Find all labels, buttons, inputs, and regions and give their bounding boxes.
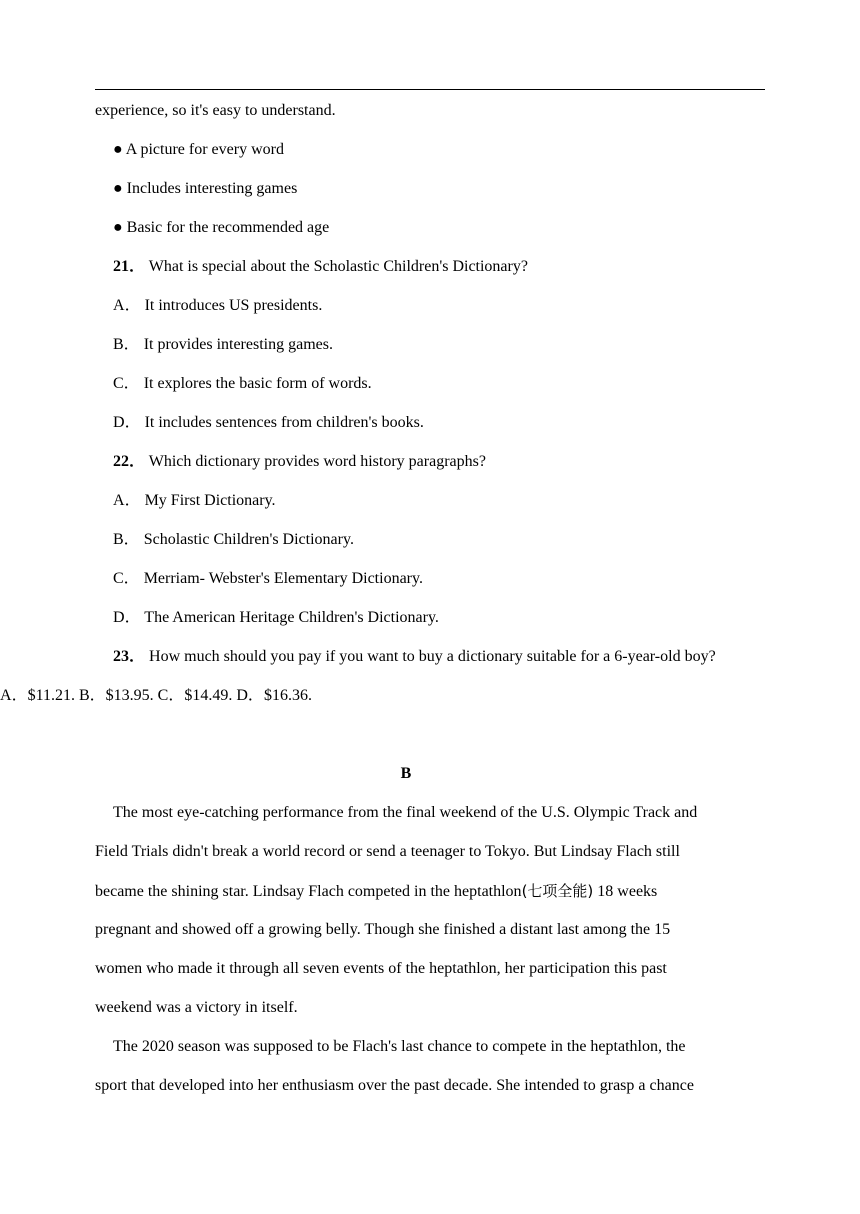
option-row	[0, 686, 860, 706]
header-rule	[95, 89, 765, 90]
option-text: $16.36.	[263, 687, 312, 704]
option-item[interactable]	[113, 608, 439, 628]
section-title: B	[400, 765, 412, 782]
option-punct: ．	[89, 687, 106, 704]
option-punct: ．	[123, 336, 140, 353]
question-text: Which dictionary provides word history paragraphs?	[148, 453, 486, 470]
question-text: How much should you pay if you want to buy a dictionary suitable for a 6-year-old boy?	[149, 648, 716, 665]
option-text: Merriam- Webster's Elementary Dictionary.	[143, 570, 423, 587]
option-letter: C	[113, 570, 124, 587]
option-item[interactable]	[113, 413, 424, 433]
question-21	[113, 257, 528, 277]
option-punct: ．	[124, 297, 141, 314]
paragraph-line: The 2020 season was supposed to be Flach's last chance to compete in the heptathlon, the	[113, 1038, 686, 1055]
option-text: $11.21.	[27, 687, 75, 704]
option-text: It includes sentences from children's books.	[144, 414, 424, 431]
option-text: My First Dictionary.	[144, 492, 276, 509]
option-item[interactable]	[113, 374, 372, 394]
option-punct: ．	[124, 492, 141, 509]
paragraph-line: pregnant and showed off a growing belly. Though she finished a distant last among the 15	[95, 921, 671, 938]
question-punct: ．	[129, 648, 146, 665]
option-letter: D	[113, 609, 125, 626]
option-text: The American Heritage Children's Dictionary.	[144, 609, 439, 626]
paragraph-line: The most eye-catching performance from the final weekend of the U.S. Olympic Track and	[113, 804, 698, 821]
option-item[interactable]	[113, 335, 333, 355]
option-item[interactable]	[236, 687, 312, 704]
option-item[interactable]	[113, 296, 322, 316]
paragraph-line: women who made it through all seven events of the heptathlon, her participation this past	[95, 960, 667, 977]
option-letter: C	[113, 375, 124, 392]
option-item[interactable]	[113, 491, 276, 511]
paragraph-line: sport that developed into her enthusiasm over the past decade. She intended to grasp a chance	[95, 1077, 694, 1094]
option-item[interactable]	[158, 687, 237, 704]
question-22	[113, 452, 486, 472]
option-text: It introduces US presidents.	[144, 297, 323, 314]
gloss-text: (七项全能)	[521, 882, 594, 900]
option-punct: ．	[123, 531, 140, 548]
bullet-item	[113, 140, 284, 160]
bullet-item	[113, 218, 329, 238]
option-punct: ．	[168, 687, 185, 704]
bullet-icon: ●	[113, 141, 123, 158]
bullet-item	[113, 179, 297, 199]
paragraph-text: 18 weeks	[593, 883, 658, 900]
option-letter: D	[236, 687, 248, 704]
option-punct: ．	[247, 687, 264, 704]
bullet-text: Includes interesting games	[126, 180, 298, 197]
question-number: 23	[113, 648, 129, 665]
option-text: $14.49.	[184, 687, 233, 704]
paragraph-text: became the shining star. Lindsay Flach competed in the heptathlon	[95, 883, 522, 900]
option-item[interactable]	[0, 687, 79, 704]
option-punct: ．	[124, 609, 141, 626]
option-letter: D	[113, 414, 125, 431]
continuation-text: experience, so it's easy to understand.	[95, 102, 336, 119]
paragraph-line: weekend was a victory in itself.	[95, 999, 298, 1016]
question-punct: ．	[129, 453, 146, 470]
option-letter: A	[0, 687, 12, 704]
paragraph-line	[95, 881, 657, 902]
bullet-text: Basic for the recommended age	[126, 219, 330, 236]
option-punct: ．	[123, 375, 140, 392]
option-text: Scholastic Children's Dictionary.	[143, 531, 354, 548]
option-text: $13.95.	[105, 687, 154, 704]
question-punct: ．	[129, 258, 146, 275]
question-number: 21	[113, 258, 129, 275]
option-letter: B	[78, 687, 90, 704]
question-number: 22	[113, 453, 129, 470]
bullet-text: A picture for every word	[125, 141, 284, 158]
option-punct: ．	[123, 570, 140, 587]
option-letter: A	[113, 492, 125, 509]
option-item[interactable]	[113, 569, 423, 589]
option-letter: B	[113, 336, 124, 353]
paragraph-line: Field Trials didn't break a world record or send a teenager to Tokyo. But Lindsay Flach still	[95, 843, 680, 860]
bullet-icon: ●	[113, 219, 123, 236]
option-punct: ．	[124, 414, 141, 431]
option-letter: B	[113, 531, 124, 548]
option-item[interactable]	[79, 687, 158, 704]
option-letter: A	[113, 297, 125, 314]
option-text: It provides interesting games.	[143, 336, 333, 353]
question-text: What is special about the Scholastic Children's Dictionary?	[148, 258, 528, 275]
question-23	[113, 647, 716, 667]
bullet-icon: ●	[113, 180, 123, 197]
option-item[interactable]	[113, 530, 354, 550]
option-text: It explores the basic form of words.	[143, 375, 372, 392]
option-letter: C	[157, 687, 169, 704]
option-punct: ．	[11, 687, 28, 704]
